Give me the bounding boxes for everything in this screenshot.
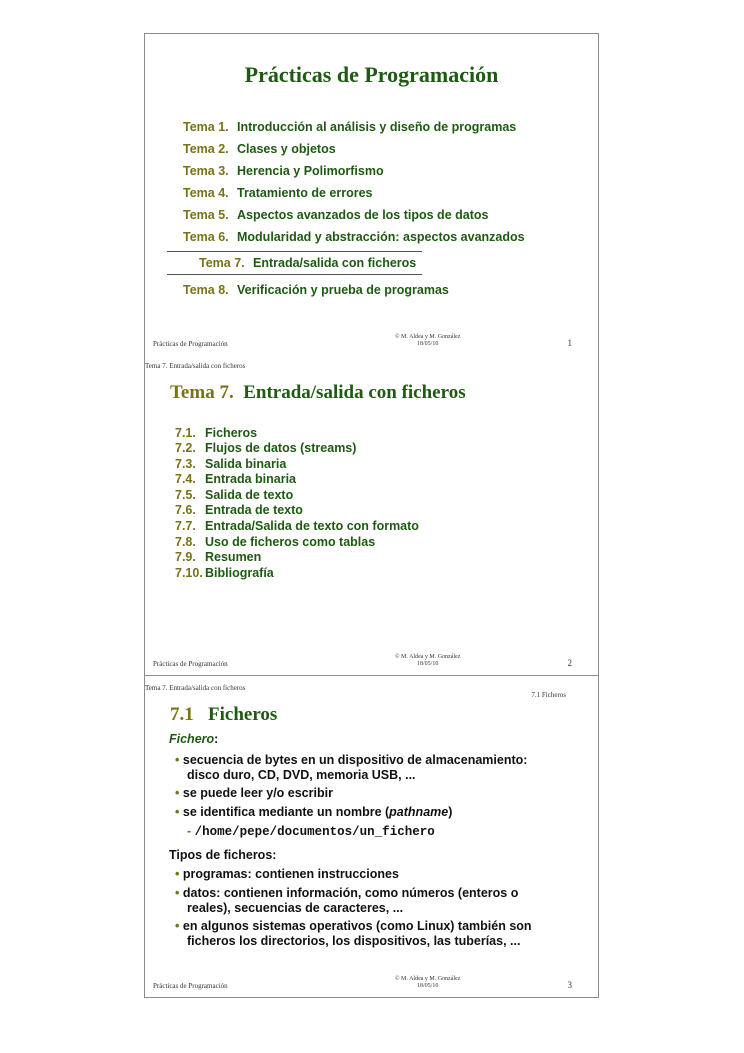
footer-date: 18/05/10 — [417, 983, 439, 989]
toc-text: Modularidad y abstracción: aspectos avanzados — [237, 230, 525, 244]
footer-course: Prácticas de Programación — [153, 660, 228, 668]
title-text: Entrada/salida con ficheros — [243, 382, 466, 403]
definition-term: Fichero — [169, 732, 215, 746]
slide-2 — [144, 354, 599, 676]
toc-item — [183, 186, 372, 200]
section-tag: 7.1 Ficheros — [531, 691, 566, 699]
toc-item — [183, 120, 516, 134]
slide-3 — [144, 676, 599, 998]
section-item: 7.2. Flujos de datos (streams) — [175, 441, 357, 455]
toc-current-highlight — [167, 251, 422, 275]
page-number: 2 — [567, 658, 572, 668]
toc-item — [183, 230, 525, 244]
title-num: 7.1 — [170, 704, 194, 725]
toc-text: Herencia y Polimorfismo — [237, 164, 384, 178]
footer-date: 18/05/10 — [417, 341, 439, 347]
section-item: 7.8. Uso de ficheros como tablas — [175, 535, 376, 549]
toc-text: Clases y objetos — [237, 142, 336, 156]
slide-header: Tema 7. Entrada/salida con ficheros — [145, 684, 246, 692]
page-number: 1 — [567, 338, 572, 348]
toc-num: Tema 6. — [183, 230, 229, 244]
bullet-item: • se identifica mediante un nombre (pathname) — [175, 805, 453, 819]
toc-num: Tema 4. — [183, 186, 229, 200]
footer-authors — [395, 334, 460, 348]
section-item: 7.9. Resumen — [175, 550, 262, 564]
bullet-item: • se puede leer y/o escribir — [175, 786, 333, 800]
bullet-item: • secuencia de bytes en un dispositivo de almacenamiento: disco duro, CD, DVD, memoria USB, ... — [175, 753, 528, 782]
toc-item — [183, 164, 384, 178]
toc-num: Tema 3. — [183, 164, 229, 178]
section-item: 7.3. Salida binaria — [175, 457, 287, 471]
toc-item — [183, 283, 449, 297]
footer-course: Prácticas de Programación — [153, 340, 228, 348]
footer-authors — [395, 976, 460, 990]
footer-copyright: © M. Aldea y M. González — [395, 334, 461, 340]
bullet-icon: • — [175, 919, 180, 933]
footer-date: 18/05/10 — [417, 661, 439, 667]
toc-text: Entrada/salida con ficheros — [253, 256, 417, 270]
toc-text: Introducción al análisis y diseño de programas — [237, 120, 517, 134]
definition-heading: Fichero: — [169, 732, 219, 746]
section-item: 7.7. Entrada/Salida de texto con formato — [175, 519, 419, 533]
slide-title: Prácticas de Programación — [244, 62, 499, 87]
types-heading: Tipos de ficheros: — [169, 848, 277, 862]
bullet-icon: • — [175, 786, 180, 800]
footer-course: Prácticas de Programación — [153, 982, 228, 990]
toc-num: Tema 8. — [183, 283, 229, 297]
bullet-icon: • — [175, 753, 180, 767]
slide-title — [170, 382, 466, 404]
slide-1 — [144, 33, 599, 355]
page-number: 3 — [567, 980, 572, 990]
toc-text: Aspectos avanzados de los tipos de datos — [237, 208, 489, 222]
bullet-item: • en algunos sistemas operativos (como Linux) también son ficheros los directorios, los dispositivos, las tuberías, ... — [175, 919, 532, 948]
toc-text: Verificación y prueba de programas — [237, 283, 449, 297]
toc-item-current — [199, 256, 416, 270]
bullet-icon: • — [175, 867, 180, 881]
path-example-row — [187, 824, 435, 840]
bullet-icon: • — [175, 886, 180, 900]
section-item: 7.6. Entrada de texto — [175, 503, 303, 517]
toc-num: Tema 7. — [199, 256, 245, 270]
footer-authors — [395, 654, 460, 668]
section-item: 7.4. Entrada binaria — [175, 472, 296, 486]
toc-item — [183, 142, 336, 156]
toc-num: Tema 5. — [183, 208, 229, 222]
footer-copyright: © M. Aldea y M. González — [395, 654, 461, 660]
toc-num: Tema 2. — [183, 142, 229, 156]
title-num: Tema 7. — [170, 382, 234, 403]
bullet-icon: • — [175, 805, 180, 819]
bullet-item: • programas: contienen instrucciones — [175, 867, 399, 881]
slide-header: Tema 7. Entrada/salida con ficheros — [145, 362, 246, 370]
section-item: 7.10. Bibliografía — [175, 566, 274, 580]
title-text: Ficheros — [208, 704, 278, 725]
footer-copyright: © M. Aldea y M. González — [395, 976, 461, 982]
toc-text: Tratamiento de errores — [237, 186, 373, 200]
bullet-item: • datos: contienen información, como números (enteros o reales), secuencias de caracteres, ... — [175, 886, 519, 915]
section-item: 7.5. Salida de texto — [175, 488, 294, 502]
dash-icon: - — [187, 824, 192, 838]
path-example: /home/pepe/documentos/un_fichero — [194, 825, 435, 839]
slide-title — [170, 704, 277, 726]
toc-num: Tema 1. — [183, 120, 229, 134]
section-item: 7.1. Ficheros — [175, 426, 258, 440]
toc-item — [183, 208, 488, 222]
